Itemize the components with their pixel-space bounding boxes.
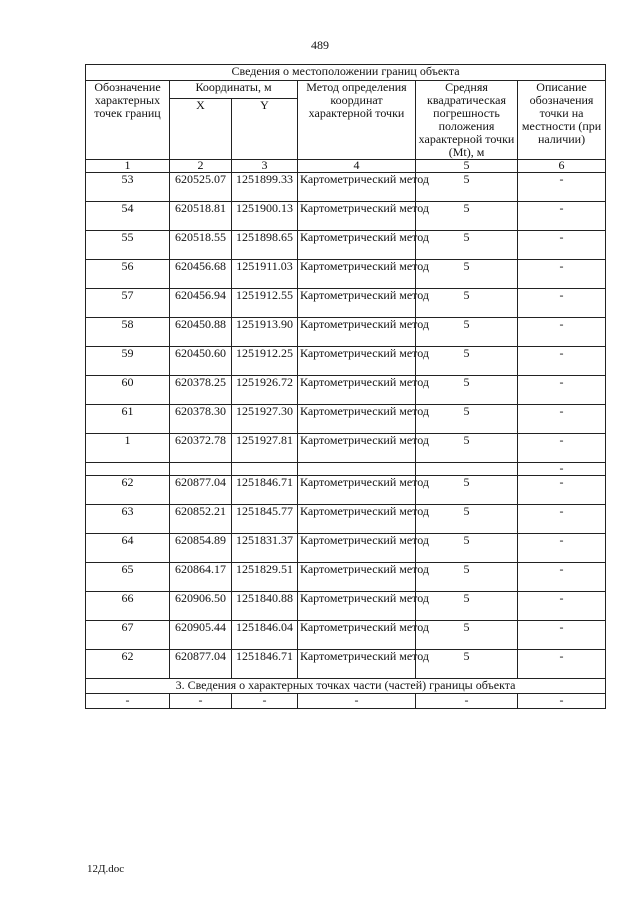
- y-cell: 1251846.71: [232, 476, 298, 505]
- x-cell: 620450.88: [170, 318, 232, 347]
- method-cell: Картометрический метод: [298, 405, 416, 434]
- desc-cell: -: [518, 650, 606, 679]
- page-number: 489: [311, 38, 329, 52]
- boundary-table: [85, 64, 606, 709]
- table-row: [86, 405, 606, 434]
- desc-cell: -: [518, 534, 606, 563]
- y-cell: 1251912.25: [232, 347, 298, 376]
- dash-cell: -: [298, 694, 416, 709]
- x-cell: 620852.21: [170, 505, 232, 534]
- desc-cell: -: [518, 173, 606, 202]
- mt-cell: 5: [416, 289, 518, 318]
- mt-cell: 5: [416, 592, 518, 621]
- dash-cell: -: [416, 694, 518, 709]
- mt-cell: 5: [416, 231, 518, 260]
- y-cell: 1251926.72: [232, 376, 298, 405]
- method-cell: Картометрический метод: [298, 289, 416, 318]
- table-row: [86, 621, 606, 650]
- table-row: [86, 347, 606, 376]
- document-filename: 12Д.doc: [87, 863, 125, 875]
- column-number: 3: [232, 160, 298, 173]
- dash-cell: -: [518, 694, 606, 709]
- point-cell: 56: [86, 260, 170, 289]
- empty-cell: [170, 463, 232, 476]
- header-designation: Обозначение характерных точек границ: [86, 81, 170, 160]
- table-row: [86, 505, 606, 534]
- header-description: Описание обозначения точки на местности (при наличии): [518, 81, 606, 160]
- point-cell: 59: [86, 347, 170, 376]
- table-row: [86, 289, 606, 318]
- header-y: Y: [232, 99, 298, 160]
- y-cell: 1251846.04: [232, 621, 298, 650]
- desc-cell: -: [518, 563, 606, 592]
- desc-cell: -: [518, 318, 606, 347]
- column-number: 5: [416, 160, 518, 173]
- y-cell: 1251831.37: [232, 534, 298, 563]
- mt-cell: 5: [416, 621, 518, 650]
- desc-cell: -: [518, 289, 606, 318]
- desc-cell: -: [518, 405, 606, 434]
- desc-cell: -: [518, 476, 606, 505]
- method-cell: Картометрический метод: [298, 434, 416, 463]
- desc-cell: -: [518, 621, 606, 650]
- y-cell: 1251898.65: [232, 231, 298, 260]
- mt-cell: 5: [416, 376, 518, 405]
- y-cell: 1251840.88: [232, 592, 298, 621]
- method-cell: Картометрический метод: [298, 318, 416, 347]
- point-cell: 67: [86, 621, 170, 650]
- y-cell: 1251899.33: [232, 173, 298, 202]
- header-error: Средняя квадратическая погрешность положения характерной точки (Mt), м: [416, 81, 518, 160]
- x-cell: 620877.04: [170, 650, 232, 679]
- section-3-title: 3. Сведения о характерных точках части (частей) границы объекта: [86, 679, 606, 694]
- mt-cell: 5: [416, 534, 518, 563]
- method-cell: Картометрический метод: [298, 376, 416, 405]
- dash-cell: -: [86, 694, 170, 709]
- header-x: X: [170, 99, 232, 160]
- method-cell: Картометрический метод: [298, 534, 416, 563]
- desc-cell: -: [518, 347, 606, 376]
- point-cell: 66: [86, 592, 170, 621]
- method-cell: Картометрический метод: [298, 347, 416, 376]
- mt-cell: 5: [416, 650, 518, 679]
- table-row: [86, 534, 606, 563]
- table-row: [86, 563, 606, 592]
- x-cell: 620905.44: [170, 621, 232, 650]
- column-number: 4: [298, 160, 416, 173]
- point-cell: 53: [86, 173, 170, 202]
- x-cell: 620854.89: [170, 534, 232, 563]
- desc-cell: -: [518, 260, 606, 289]
- table-row: [86, 173, 606, 202]
- x-cell: 620450.60: [170, 347, 232, 376]
- mt-cell: 5: [416, 505, 518, 534]
- point-cell: 60: [86, 376, 170, 405]
- method-cell: Картометрический метод: [298, 231, 416, 260]
- x-cell: 620372.78: [170, 434, 232, 463]
- y-cell: 1251912.55: [232, 289, 298, 318]
- empty-cell: [298, 463, 416, 476]
- column-number: 2: [170, 160, 232, 173]
- mt-cell: 5: [416, 173, 518, 202]
- mt-cell: 5: [416, 318, 518, 347]
- x-cell: 620525.07: [170, 173, 232, 202]
- x-cell: 620906.50: [170, 592, 232, 621]
- point-cell: 62: [86, 476, 170, 505]
- point-cell: 63: [86, 505, 170, 534]
- table-row: [86, 202, 606, 231]
- method-cell: Картометрический метод: [298, 173, 416, 202]
- table-row: [86, 231, 606, 260]
- method-cell: Картометрический метод: [298, 476, 416, 505]
- method-cell: Картометрический метод: [298, 563, 416, 592]
- point-cell: 54: [86, 202, 170, 231]
- desc-cell: -: [518, 376, 606, 405]
- point-cell: 55: [86, 231, 170, 260]
- desc-cell: -: [518, 202, 606, 231]
- mt-cell: 5: [416, 434, 518, 463]
- table-row: [86, 650, 606, 679]
- x-cell: 620518.81: [170, 202, 232, 231]
- column-number: 6: [518, 160, 606, 173]
- table-row: [86, 318, 606, 347]
- x-cell: 620378.25: [170, 376, 232, 405]
- mt-cell: 5: [416, 202, 518, 231]
- point-cell: 1: [86, 434, 170, 463]
- y-cell: 1251913.90: [232, 318, 298, 347]
- y-cell: 1251911.03: [232, 260, 298, 289]
- desc-cell: -: [518, 434, 606, 463]
- x-cell: 620518.55: [170, 231, 232, 260]
- table-row: [86, 592, 606, 621]
- table-row: [86, 260, 606, 289]
- y-cell: 1251927.81: [232, 434, 298, 463]
- y-cell: 1251846.71: [232, 650, 298, 679]
- header-method: Метод определения координат характерной точки: [298, 81, 416, 160]
- column-number-row: [86, 160, 606, 173]
- method-cell: Картометрический метод: [298, 202, 416, 231]
- y-cell: 1251845.77: [232, 505, 298, 534]
- point-cell: 64: [86, 534, 170, 563]
- method-cell: Картометрический метод: [298, 650, 416, 679]
- desc-cell: -: [518, 463, 606, 476]
- point-cell: 61: [86, 405, 170, 434]
- section-3-row: [86, 694, 606, 709]
- empty-cell: [232, 463, 298, 476]
- empty-cell: [86, 463, 170, 476]
- method-cell: Картометрический метод: [298, 505, 416, 534]
- table-caption: Сведения о местоположении границ объекта: [86, 65, 606, 81]
- x-cell: 620877.04: [170, 476, 232, 505]
- header-coordinates: Координаты, м: [170, 81, 298, 99]
- y-cell: 1251900.13: [232, 202, 298, 231]
- mt-cell: 5: [416, 260, 518, 289]
- table-row: [86, 376, 606, 405]
- method-cell: Картометрический метод: [298, 621, 416, 650]
- point-cell: 62: [86, 650, 170, 679]
- mt-cell: 5: [416, 405, 518, 434]
- mt-cell: 5: [416, 476, 518, 505]
- dash-cell: -: [170, 694, 232, 709]
- mt-cell: 5: [416, 347, 518, 376]
- x-cell: 620456.94: [170, 289, 232, 318]
- x-cell: 620378.30: [170, 405, 232, 434]
- desc-cell: -: [518, 231, 606, 260]
- point-cell: 65: [86, 563, 170, 592]
- desc-cell: -: [518, 505, 606, 534]
- empty-cell: [416, 463, 518, 476]
- method-cell: Картометрический метод: [298, 260, 416, 289]
- dash-cell: -: [232, 694, 298, 709]
- column-number: 1: [86, 160, 170, 173]
- method-cell: Картометрический метод: [298, 592, 416, 621]
- desc-cell: -: [518, 592, 606, 621]
- y-cell: 1251829.51: [232, 563, 298, 592]
- table-row: [86, 434, 606, 463]
- x-cell: 620456.68: [170, 260, 232, 289]
- point-cell: 58: [86, 318, 170, 347]
- y-cell: 1251927.30: [232, 405, 298, 434]
- point-cell: 57: [86, 289, 170, 318]
- table-gap-row: [86, 463, 606, 476]
- x-cell: 620864.17: [170, 563, 232, 592]
- table-row: [86, 476, 606, 505]
- mt-cell: 5: [416, 563, 518, 592]
